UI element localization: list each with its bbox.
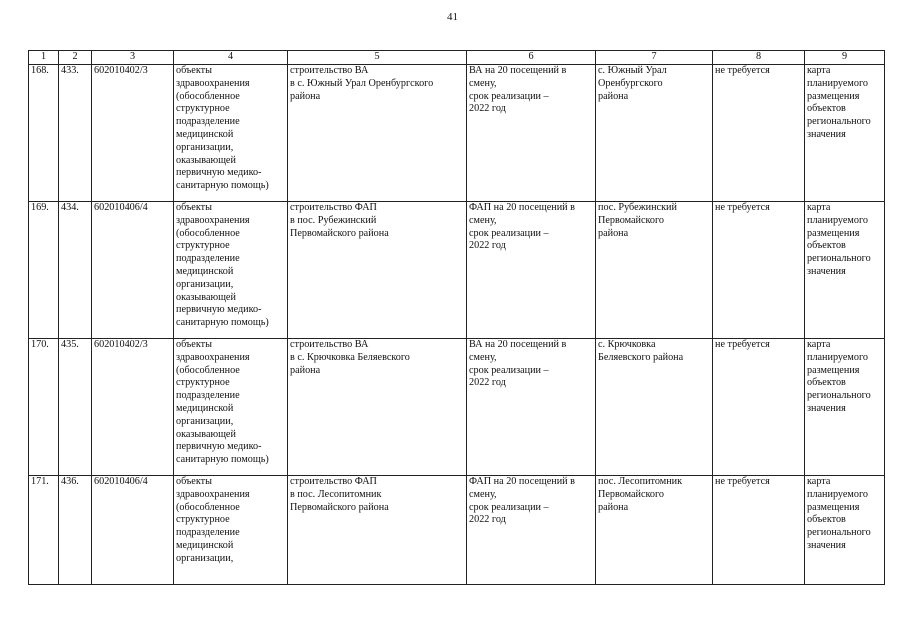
text-line: значения	[807, 128, 846, 140]
text-line: планируемого	[807, 214, 868, 226]
text-line: 2022 год	[469, 377, 506, 389]
text-line: регионального	[807, 527, 871, 539]
text-line: медицинской	[176, 265, 234, 277]
text-line: первичную медико-	[176, 304, 262, 316]
location-cell	[596, 476, 713, 585]
text-line: объекты	[176, 202, 212, 213]
table-row	[29, 65, 885, 202]
text-line: карта	[807, 476, 831, 487]
text-line: оказывающей	[176, 154, 236, 166]
text-line: значения	[807, 265, 846, 277]
text-line: размещения	[807, 364, 860, 376]
col-header-2: 2	[59, 51, 92, 65]
text-line: ФАП на 20 посещений в	[469, 476, 575, 487]
text-line: объекты	[176, 65, 212, 76]
text-line: подразделение	[176, 116, 240, 128]
page-number: 41	[447, 11, 458, 23]
text-line: района	[598, 90, 629, 102]
text-line: Первомайского	[598, 214, 665, 226]
col-header-1: 1	[29, 51, 59, 65]
text-line: района	[290, 90, 321, 102]
code-cell: 602010402/3	[92, 339, 174, 476]
text-line: значения	[807, 402, 846, 414]
map-cell	[805, 202, 885, 339]
col-header-8: 8	[713, 51, 805, 65]
text-line: строительство ФАП	[290, 202, 377, 213]
text-line: объектов	[807, 377, 846, 389]
text-line: оказывающей	[176, 291, 236, 303]
text-line: структурное	[176, 377, 230, 389]
row-number-cell: 170.	[29, 339, 59, 476]
code-cell: 602010402/3	[92, 65, 174, 202]
characteristics-cell	[467, 65, 596, 202]
text-line: подразделение	[176, 527, 240, 539]
col-header-6: 6	[467, 51, 596, 65]
code-cell: 602010406/4	[92, 202, 174, 339]
text-line: организации,	[176, 552, 234, 564]
characteristics-cell	[467, 339, 596, 476]
object-type-cell	[174, 202, 288, 339]
map-cell	[805, 65, 885, 202]
text-line: (обособленное	[176, 90, 240, 102]
planning-objects-table	[28, 50, 885, 585]
text-line: карта	[807, 65, 831, 76]
text-line: смену,	[469, 488, 497, 500]
text-line: значения	[807, 539, 846, 551]
text-line: здравоохранения	[176, 77, 250, 89]
description-cell	[288, 339, 467, 476]
text-line: объекты	[176, 339, 212, 350]
text-line: размещения	[807, 501, 860, 513]
text-line: строительство ВА	[290, 339, 369, 350]
text-line: организации,	[176, 278, 234, 290]
zone-cell: не требуется	[713, 476, 805, 585]
text-line: ВА на 20 посещений в	[469, 339, 567, 350]
text-line: санитарную помощь)	[176, 317, 269, 329]
text-line: первичную медико-	[176, 167, 262, 179]
item-number-cell: 435.	[59, 339, 92, 476]
text-line: (обособленное	[176, 364, 240, 376]
description-cell	[288, 65, 467, 202]
object-type-cell	[174, 339, 288, 476]
text-line: района	[598, 501, 629, 513]
map-cell	[805, 476, 885, 585]
col-header-3: 3	[92, 51, 174, 65]
text-line: карта	[807, 202, 831, 213]
text-line: в с. Крючковка Беляевского	[290, 351, 410, 363]
text-line: с. Южный Урал	[598, 65, 667, 76]
text-line: медицинской	[176, 402, 234, 414]
item-number-cell: 433.	[59, 65, 92, 202]
characteristics-cell	[467, 476, 596, 585]
text-line: объектов	[807, 103, 846, 115]
text-line: медицинской	[176, 128, 234, 140]
text-line: структурное	[176, 103, 230, 115]
col-header-5: 5	[288, 51, 467, 65]
text-line: здравоохранения	[176, 488, 250, 500]
text-line: района	[598, 227, 629, 239]
location-cell	[596, 202, 713, 339]
col-header-7: 7	[596, 51, 713, 65]
row-number-cell: 169.	[29, 202, 59, 339]
row-number-cell: 168.	[29, 65, 59, 202]
text-line: (обособленное	[176, 227, 240, 239]
col-header-4: 4	[174, 51, 288, 65]
text-line: медицинской	[176, 539, 234, 551]
location-cell	[596, 339, 713, 476]
text-line: (обособленное	[176, 501, 240, 513]
characteristics-cell	[467, 202, 596, 339]
text-line: в пос. Лесопитомник	[290, 488, 382, 500]
text-line: 2022 год	[469, 240, 506, 252]
text-line: Первомайского района	[290, 227, 389, 239]
text-line: регионального	[807, 116, 871, 128]
text-line: оказывающей	[176, 428, 236, 440]
col-header-9: 9	[805, 51, 885, 65]
text-line: строительство ФАП	[290, 476, 377, 487]
text-line: в с. Южный Урал Оренбургского	[290, 77, 434, 89]
text-line: Беляевского района	[598, 351, 684, 363]
text-line: первичную медико-	[176, 441, 262, 453]
text-line: планируемого	[807, 77, 868, 89]
text-line: организации,	[176, 141, 234, 153]
text-line: санитарную помощь)	[176, 180, 269, 192]
text-line: карта	[807, 339, 831, 350]
text-line: смену,	[469, 351, 497, 363]
text-line: смену,	[469, 77, 497, 89]
text-line: с. Крючковка	[598, 339, 656, 350]
zone-cell: не требуется	[713, 65, 805, 202]
text-line: срок реализации –	[469, 364, 549, 376]
text-line: Первомайского	[598, 488, 665, 500]
text-line: Оренбургского	[598, 77, 663, 89]
text-line: здравоохранения	[176, 351, 250, 363]
text-line: планируемого	[807, 351, 868, 363]
text-line: ФАП на 20 посещений в	[469, 202, 575, 213]
text-line: в пос. Рубежинский	[290, 214, 377, 226]
text-line: района	[290, 364, 321, 376]
text-line: 2022 год	[469, 514, 506, 526]
description-cell	[288, 476, 467, 585]
text-line: объектов	[807, 240, 846, 252]
text-line: пос. Лесопитомник	[598, 476, 683, 487]
item-number-cell: 434.	[59, 202, 92, 339]
text-line: срок реализации –	[469, 90, 549, 102]
text-line: подразделение	[176, 253, 240, 265]
description-cell	[288, 202, 467, 339]
text-line: структурное	[176, 240, 230, 252]
location-cell	[596, 65, 713, 202]
text-line: организации,	[176, 415, 234, 427]
text-line: регионального	[807, 253, 871, 265]
object-type-cell	[174, 476, 288, 585]
map-cell	[805, 339, 885, 476]
text-line: подразделение	[176, 390, 240, 402]
header-row	[29, 51, 885, 65]
text-line: Первомайского района	[290, 501, 389, 513]
text-line: срок реализации –	[469, 501, 549, 513]
zone-cell: не требуется	[713, 339, 805, 476]
text-line: здравоохранения	[176, 214, 250, 226]
text-line: ВА на 20 посещений в	[469, 65, 567, 76]
text-line: размещения	[807, 227, 860, 239]
text-line: планируемого	[807, 488, 868, 500]
table-row	[29, 476, 885, 585]
object-type-cell	[174, 65, 288, 202]
text-line: 2022 год	[469, 103, 506, 115]
text-line: объекты	[176, 476, 212, 487]
item-number-cell: 436.	[59, 476, 92, 585]
text-line: срок реализации –	[469, 227, 549, 239]
text-line: санитарную помощь)	[176, 454, 269, 466]
text-line: смену,	[469, 214, 497, 226]
zone-cell: не требуется	[713, 202, 805, 339]
row-number-cell: 171.	[29, 476, 59, 585]
table-row	[29, 202, 885, 339]
text-line: размещения	[807, 90, 860, 102]
text-line: объектов	[807, 514, 846, 526]
code-cell: 602010406/4	[92, 476, 174, 585]
text-line: структурное	[176, 514, 230, 526]
table-row	[29, 339, 885, 476]
text-line: регионального	[807, 390, 871, 402]
text-line: пос. Рубежинский	[598, 202, 677, 213]
text-line: строительство ВА	[290, 65, 369, 76]
